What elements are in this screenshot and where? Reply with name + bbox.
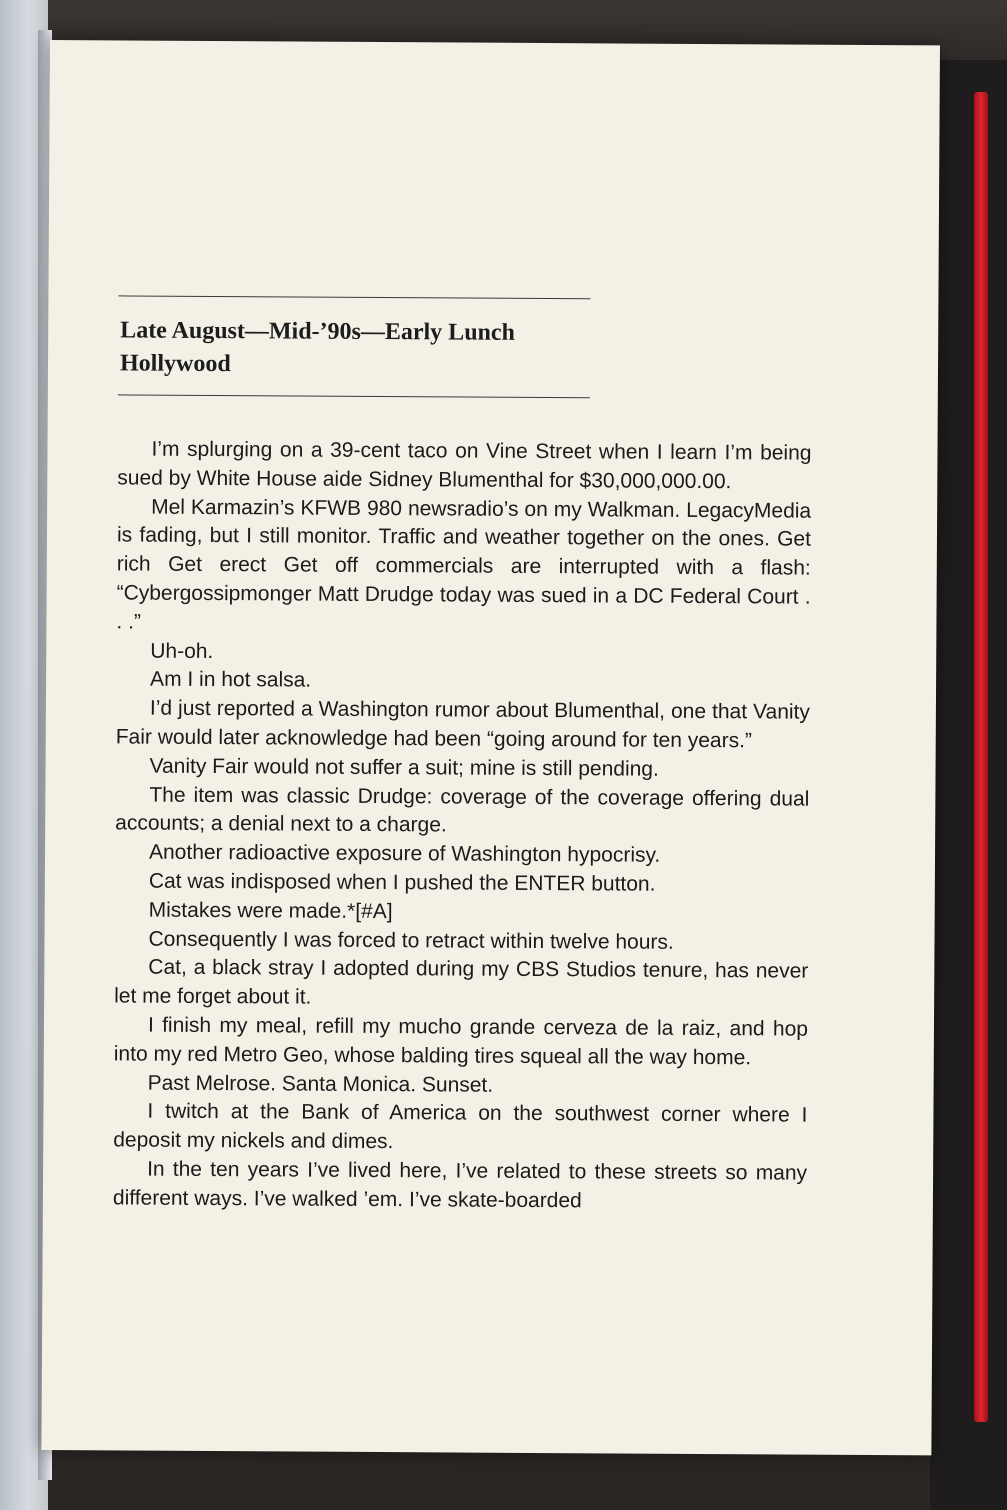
paragraph: Consequently I was forced to retract within twelve hours.	[148, 927, 674, 954]
paragraph: Cat was indisposed when I pushed the ENTER button.	[148, 869, 656, 896]
paragraph: I’d just reported a Washington rumor about Blumenthal, one that Vanity Fair would later acknowledge had been “going around for ten years.”	[115, 696, 810, 753]
paragraph: Mistakes were made.*[#A]	[148, 898, 393, 923]
heading-rule-bottom	[118, 394, 590, 398]
paragraph: Am I in hot salsa.	[150, 667, 312, 692]
paragraph: I finish my meal, refill my mucho grande cerveza de la raiz, and hop into my red Metro Geo, whose balding tires squeal all the way home.	[113, 1013, 809, 1070]
paragraph: The item was classic Drudge: coverage of the coverage offering dual accounts; a denial next to a charge.	[115, 783, 810, 837]
section-heading-block	[118, 295, 599, 398]
paragraph: Another radioactive exposure of Washington hypocrisy.	[148, 840, 661, 867]
paragraph: In the ten years I’ve lived here, I’ve related to these streets so many different ways. I’ve walked ’em. I’ve skate-boarded	[112, 1157, 808, 1212]
heading-line-2: Hollywood	[119, 350, 231, 378]
body-text	[113, 435, 812, 1217]
book-cover	[930, 60, 1007, 1510]
heading-rule-top	[118, 295, 590, 299]
paragraph: I’m splurging on a 39-cent taco on Vine Street when I learn I’m being sued by White House aide Sidney Blumenthal for $30,000,000.00.	[117, 437, 812, 493]
red-cover-edge	[974, 92, 988, 1422]
paragraph: Past Melrose. Santa Monica. Sunset.	[147, 1071, 494, 1097]
paragraph: Uh-oh.	[150, 639, 214, 663]
paragraph: Mel Karmazin’s KFWB 980 newsradio’s on my Walkman. LegacyMedia is fading, but I still monitor. Traffic and weather together on the ones. Get rich Get erect Get off commercials are interrupted with a flash: “Cybergossipmonger Matt Drudge today was sued in a DC Federal Court . . .”	[116, 495, 812, 634]
section-heading	[120, 314, 598, 383]
heading-line-1: Late August—Mid-’90s—Early Lunch	[120, 317, 516, 346]
paragraph: I twitch at the Bank of America on the southwest corner where I deposit my nickels and dimes.	[113, 1099, 808, 1154]
paragraph: Vanity Fair would not suffer a suit; mine is still pending.	[149, 754, 659, 781]
book-page	[41, 40, 940, 1455]
paragraph: Cat, a black stray I adopted during my CBS Studios tenure, has never let me forget about it.	[114, 955, 809, 1009]
